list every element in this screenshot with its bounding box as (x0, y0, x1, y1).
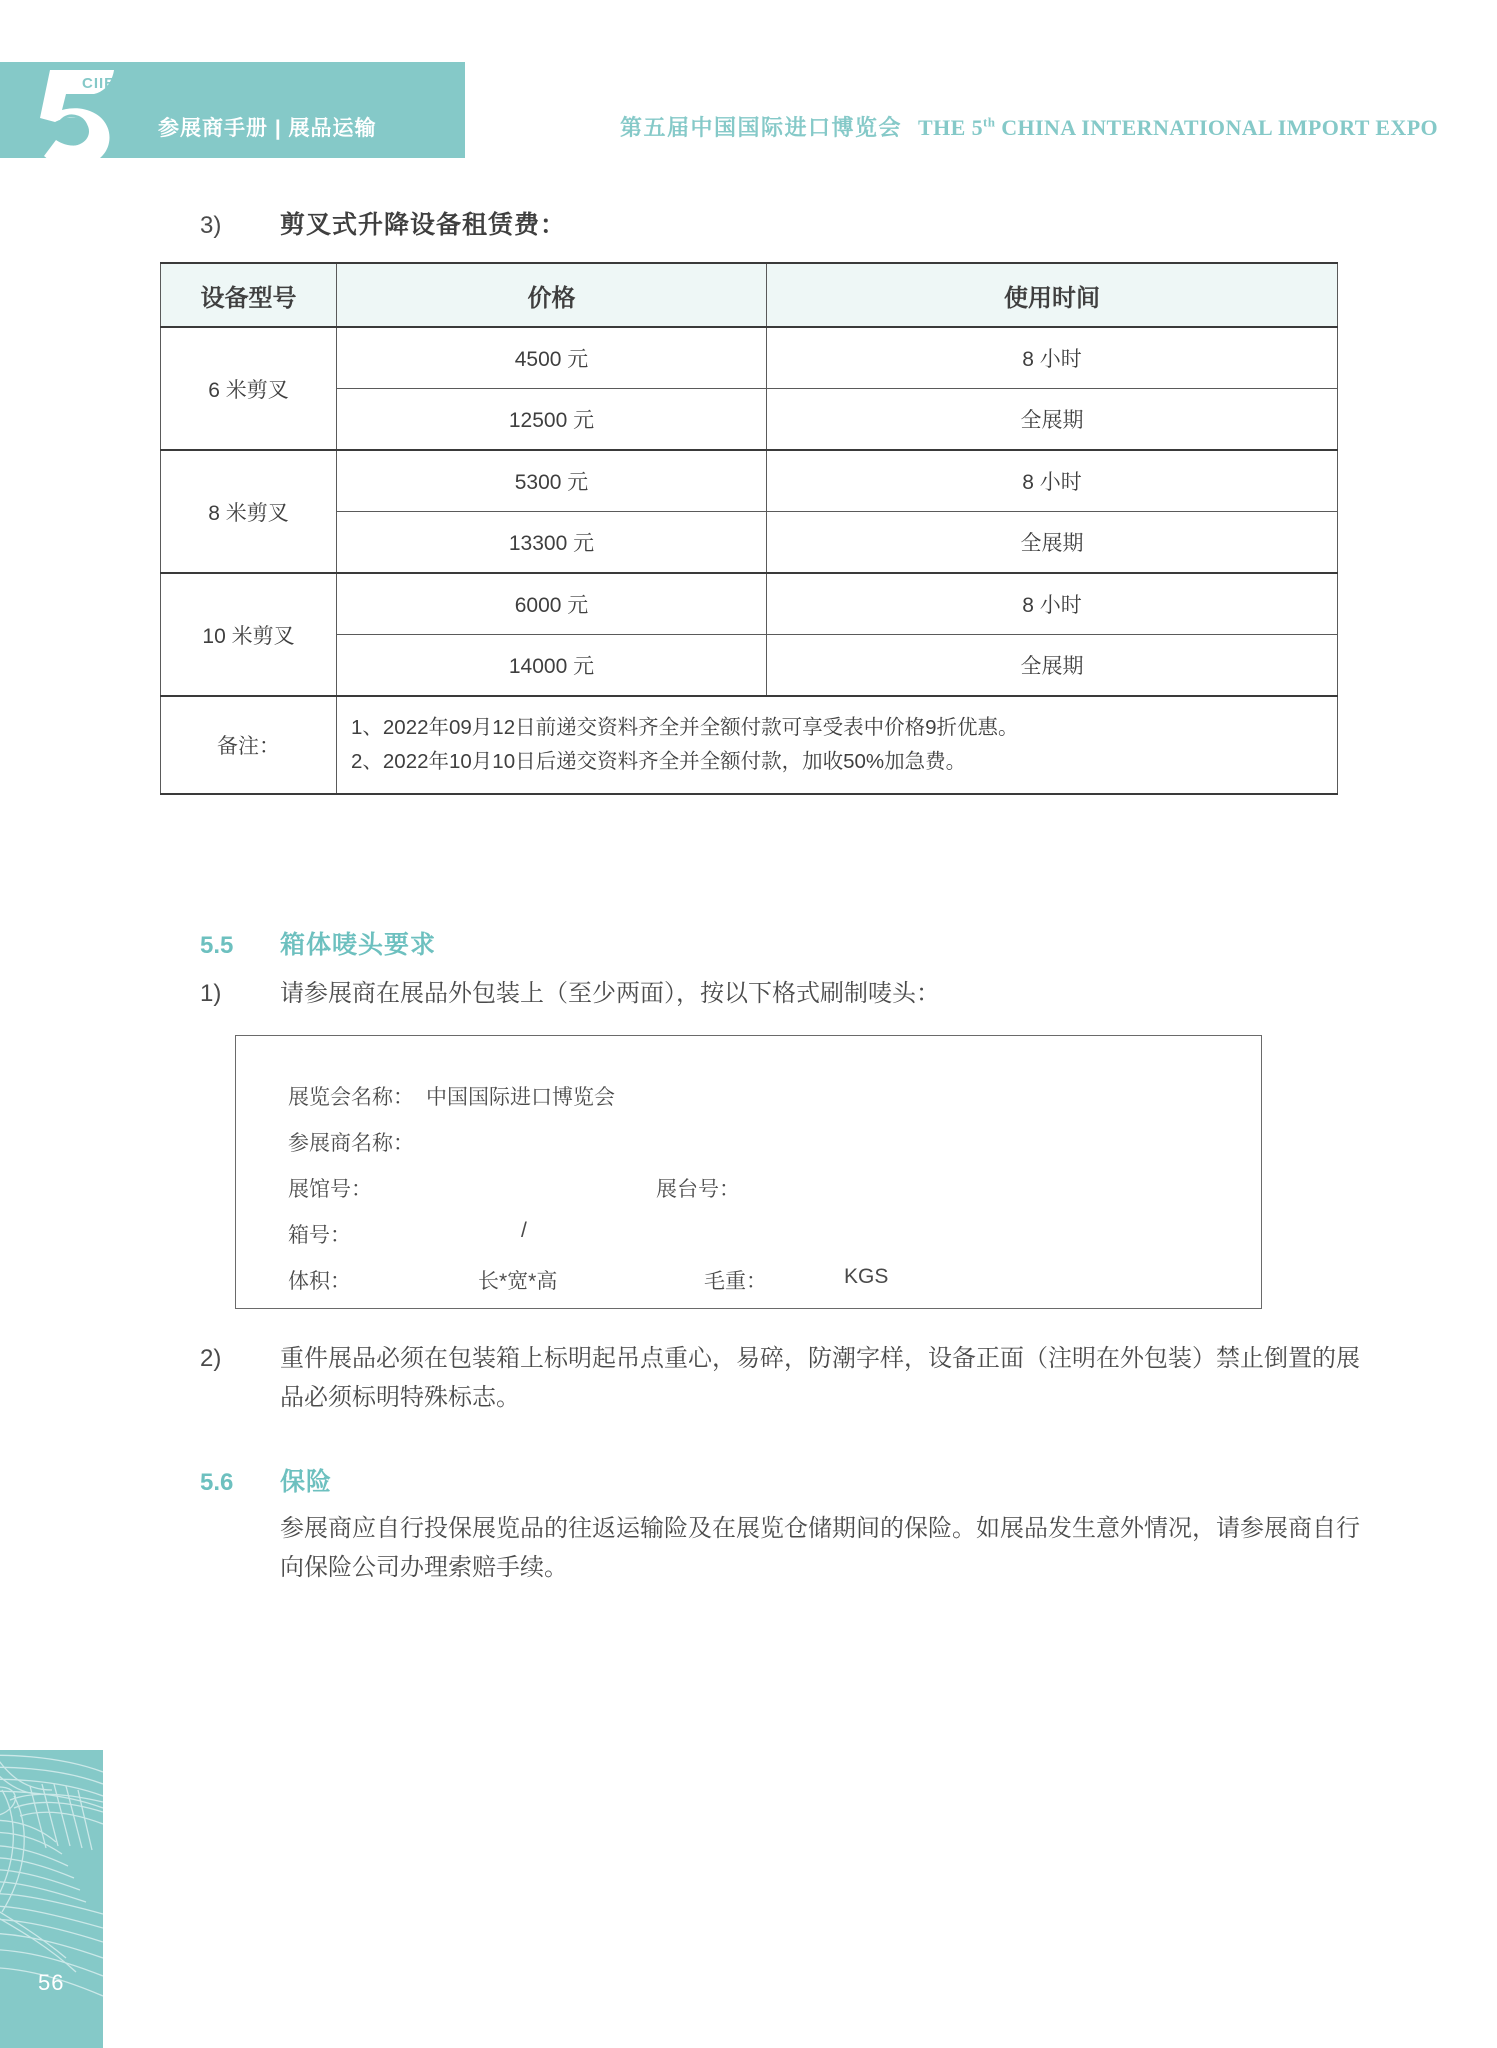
section-5-5-number: 5.5 (200, 932, 234, 959)
cell-time: 全展期 (767, 389, 1338, 451)
cell-price: 12500 元 (337, 389, 767, 451)
item-3-title: 剪叉式升降设备租赁费： (280, 211, 567, 239)
cell-price: 4500 元 (337, 327, 767, 389)
scissor-lift-fee-table (160, 262, 1338, 795)
item-1-marker: 1) (200, 980, 222, 1007)
item-3-heading (200, 205, 566, 241)
mark-label-volume: 体积： (288, 1270, 351, 1293)
ciie-logo-icon (22, 64, 132, 170)
mark-value-gross-weight: KGS (844, 1265, 889, 1288)
cell-time: 全展期 (767, 635, 1338, 697)
table-row (161, 389, 1338, 451)
column-header-price: 价格 (337, 263, 767, 327)
cell-time: 8 小时 (767, 573, 1338, 635)
header-band-label: 参展商手册 | 展品运输 (158, 117, 377, 140)
header-expo-title (620, 111, 1497, 142)
item-3-marker: 3) (200, 212, 222, 239)
mark-label-hall-number: 展馆号： (288, 1178, 372, 1201)
page-number: 56 (38, 1970, 65, 1995)
mark-label-case-number: 箱号： (288, 1224, 351, 1247)
mark-value-volume: 长*宽*高 (478, 1270, 558, 1293)
notes-label: 备注： (161, 696, 337, 794)
column-header-time: 使用时间 (767, 263, 1338, 327)
mark-label-booth-number: 展台号： (656, 1178, 740, 1201)
header-title-cn: 第五届中国国际进口博览会 (620, 115, 903, 140)
cell-price: 13300 元 (337, 512, 767, 574)
item-2-text: 重件展品必须在包装箱上标明起吊点重心，易碎，防潮字样，设备正面（注明在外包装）禁止倒置的展品必须标明特殊标志。 (280, 1345, 1360, 1411)
item-1-text: 请参展商在展品外包装上（至少两面），按以下格式刷制唛头： (280, 980, 940, 1007)
notes-body (337, 696, 1338, 794)
table-header-row (161, 263, 1338, 327)
table-row (161, 573, 1338, 635)
table-row (161, 512, 1338, 574)
cell-model: 6 米剪叉 (161, 327, 337, 450)
mark-value-case-number: / (521, 1219, 527, 1242)
table-row (161, 635, 1338, 697)
section-5-5-item-2 (200, 1340, 1360, 1418)
cell-time: 8 小时 (767, 327, 1338, 389)
section-5-5-title: 箱体唛头要求 (280, 931, 437, 959)
mark-label-exhibition-name: 展览会名称： (288, 1086, 414, 1109)
table-notes-row (161, 696, 1338, 794)
column-header-model: 设备型号 (161, 263, 337, 327)
cell-model: 10 米剪叉 (161, 573, 337, 696)
section-5-6-body: 参展商应自行投保展览品的往返运输险及在展览仓储期间的保险。如展品发生意外情况，请参展商自行向保险公司办理索赔手续。 (280, 1515, 1360, 1581)
mark-label-gross-weight: 毛重： (704, 1270, 767, 1293)
shipping-mark-box (235, 1035, 1262, 1309)
page-header (0, 62, 1497, 158)
section-5-6-heading (200, 1462, 332, 1498)
mark-value-exhibition-name: 中国国际进口博览会 (426, 1086, 615, 1109)
note-line: 2、2022年10月10日后递交资料齐全并全额付款，加收50%加急费。 (351, 749, 967, 773)
cell-time: 全展期 (767, 512, 1338, 574)
cell-model: 8 米剪叉 (161, 450, 337, 573)
item-2-marker: 2) (200, 1345, 222, 1372)
mark-label-exhibitor-name: 参展商名称： (288, 1132, 414, 1155)
cell-time: 8 小时 (767, 450, 1338, 512)
section-5-5-heading (200, 925, 436, 961)
header-title-en: THE 5th CHINA INTERNATIONAL IMPORT EXPO (918, 114, 1439, 140)
table-row (161, 450, 1338, 512)
section-5-6-title: 保险 (280, 1468, 333, 1496)
section-5-6-number: 5.6 (200, 1469, 234, 1496)
section-5-5-item-1 (200, 975, 1360, 1014)
svg-text:CIIE: CIIE (82, 75, 116, 92)
footer-decoration (0, 1750, 103, 2048)
cell-price: 6000 元 (337, 573, 767, 635)
cell-price: 5300 元 (337, 450, 767, 512)
cell-price: 14000 元 (337, 635, 767, 697)
note-line: 1、2022年09月12日前递交资料齐全并全额付款可享受表中价格9折优惠。 (351, 716, 1019, 739)
table-row (161, 327, 1338, 389)
footer-lineart-icon (0, 1750, 103, 2048)
